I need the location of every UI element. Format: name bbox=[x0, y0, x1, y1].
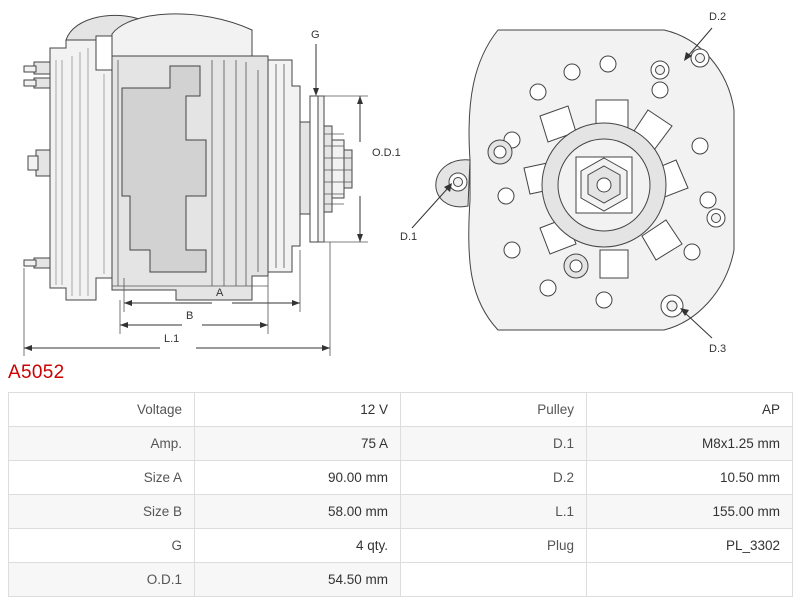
label-g: G bbox=[311, 29, 320, 41]
callout-d1 bbox=[400, 183, 452, 243]
d3-hole bbox=[661, 295, 683, 317]
d1-boss bbox=[488, 140, 512, 164]
spec-label: D.1 bbox=[401, 427, 587, 461]
spec-value: M8x1.25 mm bbox=[587, 427, 793, 461]
spec-label: Voltage bbox=[9, 393, 195, 427]
spec-value: 155.00 mm bbox=[587, 495, 793, 529]
callout-d3 bbox=[680, 308, 726, 355]
label-d3: D.3 bbox=[709, 343, 727, 355]
callout-g bbox=[311, 29, 320, 96]
spec-value: AP bbox=[587, 393, 793, 427]
spec-empty-cell bbox=[401, 563, 587, 597]
spec-label: O.D.1 bbox=[9, 563, 195, 597]
specifications-body bbox=[9, 393, 793, 597]
spec-empty-cell bbox=[587, 563, 793, 597]
spec-label: Size B bbox=[9, 495, 195, 529]
specifications-table bbox=[8, 392, 793, 597]
table-row bbox=[9, 427, 793, 461]
spec-value: 12 V bbox=[195, 393, 401, 427]
spec-label: G bbox=[9, 529, 195, 563]
table-row bbox=[9, 495, 793, 529]
table-row bbox=[9, 529, 793, 563]
label-a: A bbox=[216, 287, 224, 299]
spec-value: 90.00 mm bbox=[195, 461, 401, 495]
spec-label: D.2 bbox=[401, 461, 587, 495]
spec-value: 58.00 mm bbox=[195, 495, 401, 529]
spec-value: 10.50 mm bbox=[587, 461, 793, 495]
label-b: B bbox=[186, 310, 194, 322]
spec-label: Plug bbox=[401, 529, 587, 563]
spec-value: 54.50 mm bbox=[195, 563, 401, 597]
spec-label: Pulley bbox=[401, 393, 587, 427]
spec-label: Size A bbox=[9, 461, 195, 495]
part-number: A5052 bbox=[8, 362, 65, 383]
rear-bracket bbox=[24, 62, 50, 268]
lower-left-boss bbox=[564, 254, 588, 278]
label-l1: L.1 bbox=[164, 333, 180, 345]
spec-value: PL_3302 bbox=[587, 529, 793, 563]
side-view bbox=[24, 14, 401, 356]
label-d1: D.1 bbox=[400, 231, 418, 243]
table-row bbox=[9, 563, 793, 597]
front-view bbox=[400, 11, 734, 355]
spec-label: Amp. bbox=[9, 427, 195, 461]
spec-value: 4 qty. bbox=[195, 529, 401, 563]
label-d2: D.2 bbox=[709, 11, 727, 23]
spec-label: L.1 bbox=[401, 495, 587, 529]
pulley bbox=[310, 96, 352, 242]
spec-value: 75 A bbox=[195, 427, 401, 461]
table-row bbox=[9, 461, 793, 495]
table-row bbox=[9, 393, 793, 427]
label-od1: O.D.1 bbox=[372, 147, 401, 159]
